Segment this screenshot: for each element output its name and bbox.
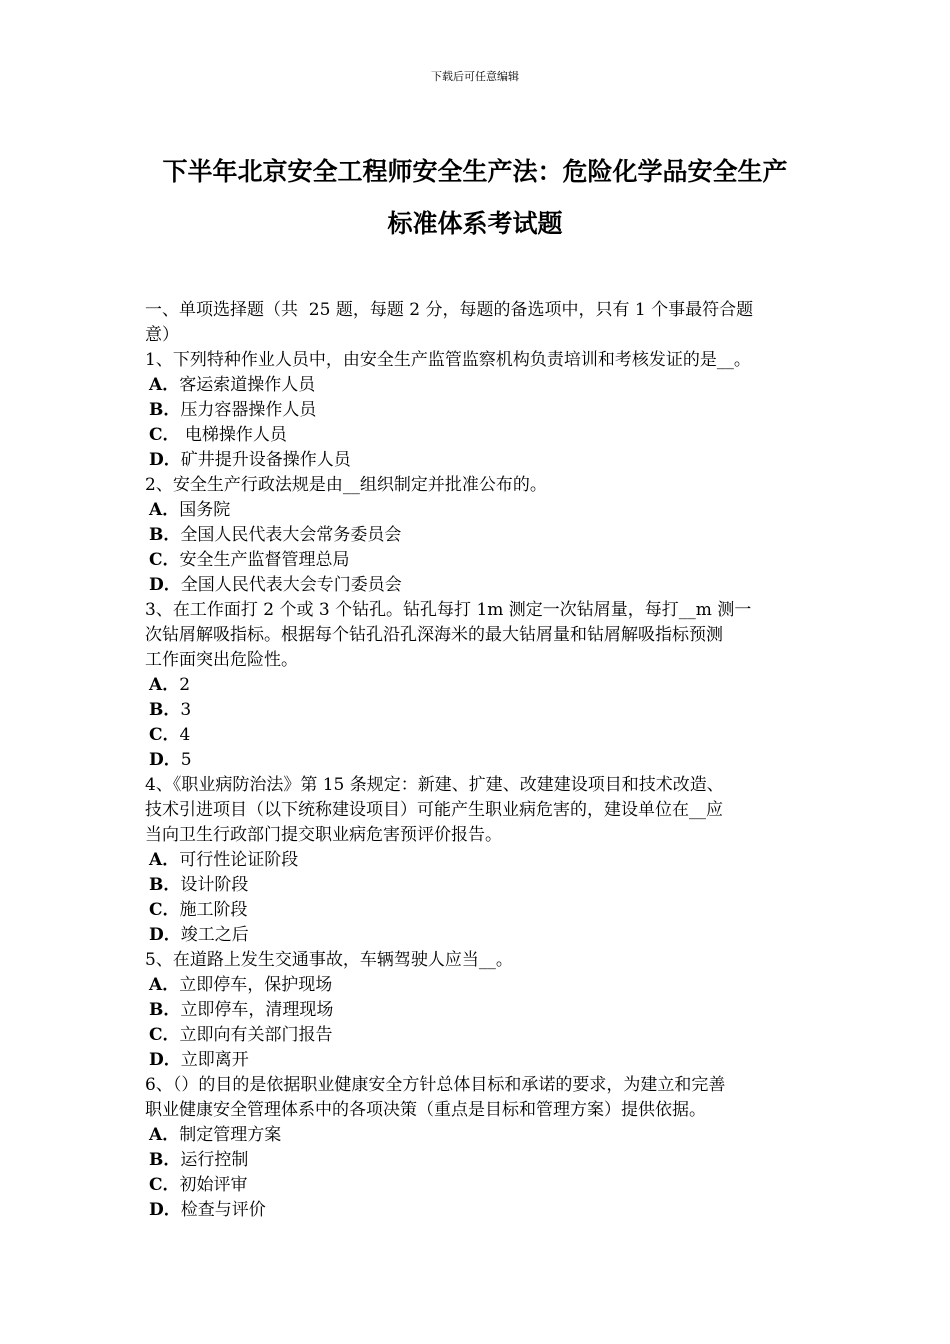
- option-key: B．: [149, 525, 181, 545]
- option-text: 全国人民代表大会专门委员会: [180, 575, 402, 595]
- option-text: 5: [180, 750, 192, 770]
- answer-option: [145, 1198, 825, 1223]
- option-text: 初始评审: [179, 1175, 248, 1195]
- option-key: A．: [149, 975, 180, 995]
- document-body: [145, 298, 825, 1223]
- answer-option: [145, 698, 825, 723]
- option-text: 可行性论证阶段: [179, 850, 299, 870]
- option-key: C．: [149, 1175, 180, 1195]
- option-key: D．: [149, 575, 181, 595]
- question-6: [145, 1073, 825, 1223]
- answer-option: [145, 898, 825, 923]
- answer-option: [145, 1173, 825, 1198]
- option-key: A．: [149, 1125, 180, 1145]
- answer-option: [145, 1148, 825, 1173]
- option-key: C．: [149, 900, 180, 920]
- answer-option: [145, 673, 825, 698]
- option-text: 矿井提升设备操作人员: [180, 450, 351, 470]
- question-4: [145, 773, 825, 948]
- option-text: 立即停车，清理现场: [180, 1000, 334, 1020]
- option-key: D．: [149, 1050, 181, 1070]
- question-text: 6、（）的目的是依据职业健康安全方针总体目标和承诺的要求，为建立和完善: [145, 1075, 726, 1095]
- option-text: 立即停车，保护现场: [179, 975, 333, 995]
- option-key: B．: [149, 700, 181, 720]
- answer-option: [145, 1023, 825, 1048]
- question-text: 技术引进项目（以下统称建设项目）可能产生职业病危害的，建设单位在__应: [145, 800, 723, 820]
- answer-option: [145, 998, 825, 1023]
- question-text: 1、下列特种作业人员中，由安全生产监管监察机构负责培训和考核发证的是__。: [145, 350, 751, 370]
- option-text: 竣工之后: [180, 925, 249, 945]
- option-key: B．: [149, 400, 181, 420]
- option-key: A．: [149, 675, 180, 695]
- section-heading-line-2: 意）: [145, 325, 179, 345]
- option-key: B．: [149, 1150, 181, 1170]
- option-key: B．: [149, 875, 181, 895]
- document-title-line-1: 下半年北京安全工程师安全生产法：危险化学品安全生产: [162, 157, 788, 186]
- option-key: B．: [149, 1000, 181, 1020]
- option-key: A．: [149, 500, 180, 520]
- answer-option: [145, 1048, 825, 1073]
- question-text: 次钻屑解吸指标。根据每个钻孔沿孔深海米的最大钻屑量和钻屑解吸指标预测: [145, 625, 723, 645]
- option-key: A．: [149, 375, 180, 395]
- answer-option: [145, 373, 825, 398]
- question-5: [145, 948, 825, 1073]
- option-text: 施工阶段: [179, 900, 248, 920]
- option-text: 制定管理方案: [179, 1125, 282, 1145]
- document-title-line-2: 标准体系考试题: [387, 209, 563, 238]
- section-heading-line-1: 一、单项选择题（共 25 题，每题 2 分，每题的备选项中，只有 1 个事最符合题: [145, 300, 754, 320]
- answer-option: [145, 923, 825, 948]
- option-text: 立即向有关部门报告: [179, 1025, 333, 1045]
- option-text: 4: [179, 725, 191, 745]
- option-text: 3: [180, 700, 192, 720]
- question-3: [145, 598, 825, 773]
- option-key: C．: [149, 425, 180, 445]
- answer-option: [145, 398, 825, 423]
- option-key: C．: [149, 725, 180, 745]
- answer-option: [145, 723, 825, 748]
- header-note: 下载后可任意编辑: [431, 70, 519, 83]
- question-list: [145, 348, 825, 1223]
- option-key: C．: [149, 1025, 180, 1045]
- answer-option: [145, 1123, 825, 1148]
- option-text: 客运索道操作人员: [179, 375, 316, 395]
- question-text: 4、《职业病防治法》第 15 条规定：新建、扩建、改建建设项目和技术改造、: [145, 775, 724, 795]
- answer-option: [145, 548, 825, 573]
- question-text: 2、安全生产行政法规是由__组织制定并批准公布的。: [145, 475, 547, 495]
- option-text: 2: [179, 675, 191, 695]
- answer-option: [145, 848, 825, 873]
- option-text: 检查与评价: [180, 1200, 266, 1220]
- option-text: 立即离开: [180, 1050, 249, 1070]
- option-text: 压力容器操作人员: [180, 400, 317, 420]
- answer-option: [145, 573, 825, 598]
- question-1: [145, 348, 825, 473]
- answer-option: [145, 523, 825, 548]
- option-key: A．: [149, 850, 180, 870]
- answer-option: [145, 498, 825, 523]
- question-text: 职业健康安全管理体系中的各项决策（重点是目标和管理方案）提供依据。: [145, 1100, 706, 1120]
- question-text: 工作面突出危险性。: [145, 650, 298, 670]
- option-text: 国务院: [179, 500, 231, 520]
- option-text: 运行控制: [180, 1150, 249, 1170]
- option-text: 电梯操作人员: [179, 425, 287, 445]
- option-key: C．: [149, 550, 180, 570]
- option-text: 设计阶段: [180, 875, 249, 895]
- question-text: 5、在道路上发生交通事故，车辆驾驶人应当__。: [145, 950, 513, 970]
- answer-option: [145, 448, 825, 473]
- option-text: 全国人民代表大会常务委员会: [180, 525, 402, 545]
- question-text: 3、在工作面打 2 个或 3 个钻孔。钻孔每打 1m 测定一次钻屑量，每打__m 测一: [145, 600, 752, 620]
- option-key: D．: [149, 925, 181, 945]
- answer-option: [145, 748, 825, 773]
- question-text: 当向卫生行政部门提交职业病危害预评价报告。: [145, 825, 502, 845]
- answer-option: [145, 423, 825, 448]
- answer-option: [145, 973, 825, 998]
- question-2: [145, 473, 825, 598]
- option-key: D．: [149, 1200, 181, 1220]
- option-key: D．: [149, 450, 181, 470]
- answer-option: [145, 873, 825, 898]
- option-text: 安全生产监督管理总局: [179, 550, 350, 570]
- option-key: D．: [149, 750, 181, 770]
